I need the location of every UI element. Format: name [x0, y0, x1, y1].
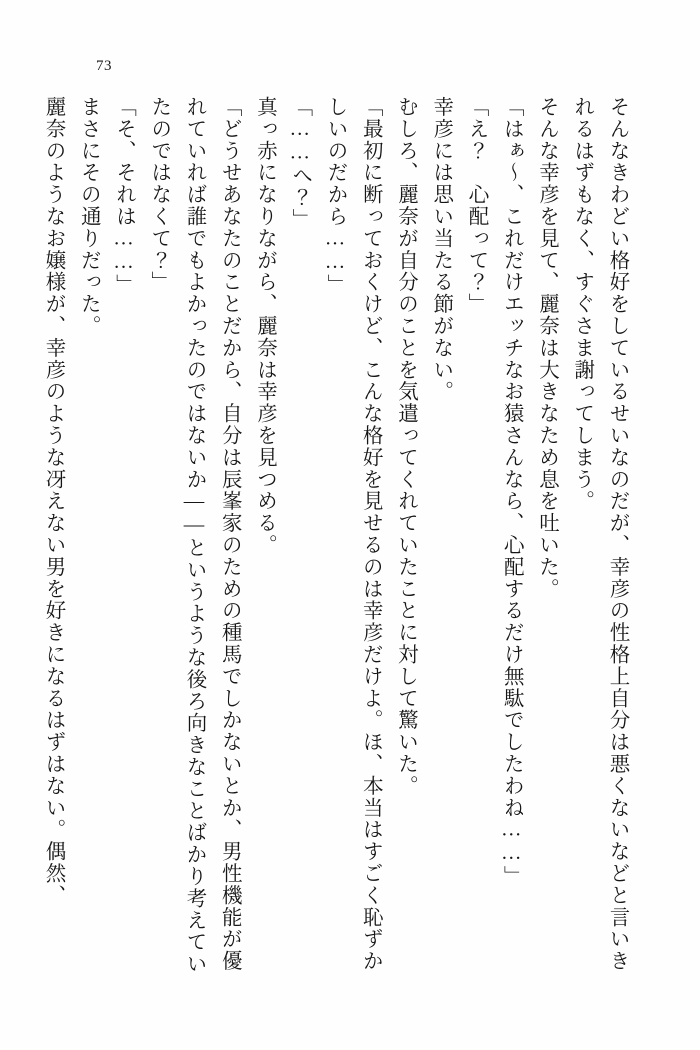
- page-number: 73: [96, 58, 112, 74]
- paragraph: 「どうせあなたのことだから、自分は辰峯家のための種馬でしかないとか、男性機能が優れていれば誰でもよかったのではないか――というような後ろ向きなことばかり考えていたのではなくて？」: [147, 96, 241, 975]
- paragraph: 「最初に断っておくけど、こんな格好を見せるのは幸彦だけよ。ほ、本当はすごく恥ずかしいのだから……」: [324, 96, 382, 972]
- paragraph: そんなきわどい格好をしているせいなのだが、幸彦の性格上自分は悪くないなどと言いきれるはずもなく、すぐさま謝ってしまう。: [570, 96, 628, 972]
- paragraph: 真っ赤になりながら、麗奈は幸彦を見つめる。: [253, 96, 276, 556]
- paragraph: そんな幸彦を見て、麗奈は大きなため息を吐いた。: [535, 96, 558, 600]
- paragraph: むしろ、麗奈が自分のことを気遣ってくれていたことに対して驚いた。: [394, 96, 417, 797]
- paragraph: 麗奈のようなお嬢様が、幸彦のような冴えない男を好きになるはずはない。偶然、: [42, 96, 64, 907]
- paragraph: 「はぁ～、これだけエッチなお猿さんなら、心配するだけ無駄でしたわね……」: [500, 96, 523, 888]
- paragraph: 「……へ？」: [288, 96, 311, 231]
- paragraph: まさにその通りだった。: [77, 96, 100, 337]
- body-text: [42, 96, 634, 976]
- paragraph: 「そ、それは……」: [112, 96, 135, 297]
- paragraph: 幸彦には思い当たる節がない。: [429, 96, 452, 403]
- paragraph: 「え？ 心配って？」: [465, 96, 487, 315]
